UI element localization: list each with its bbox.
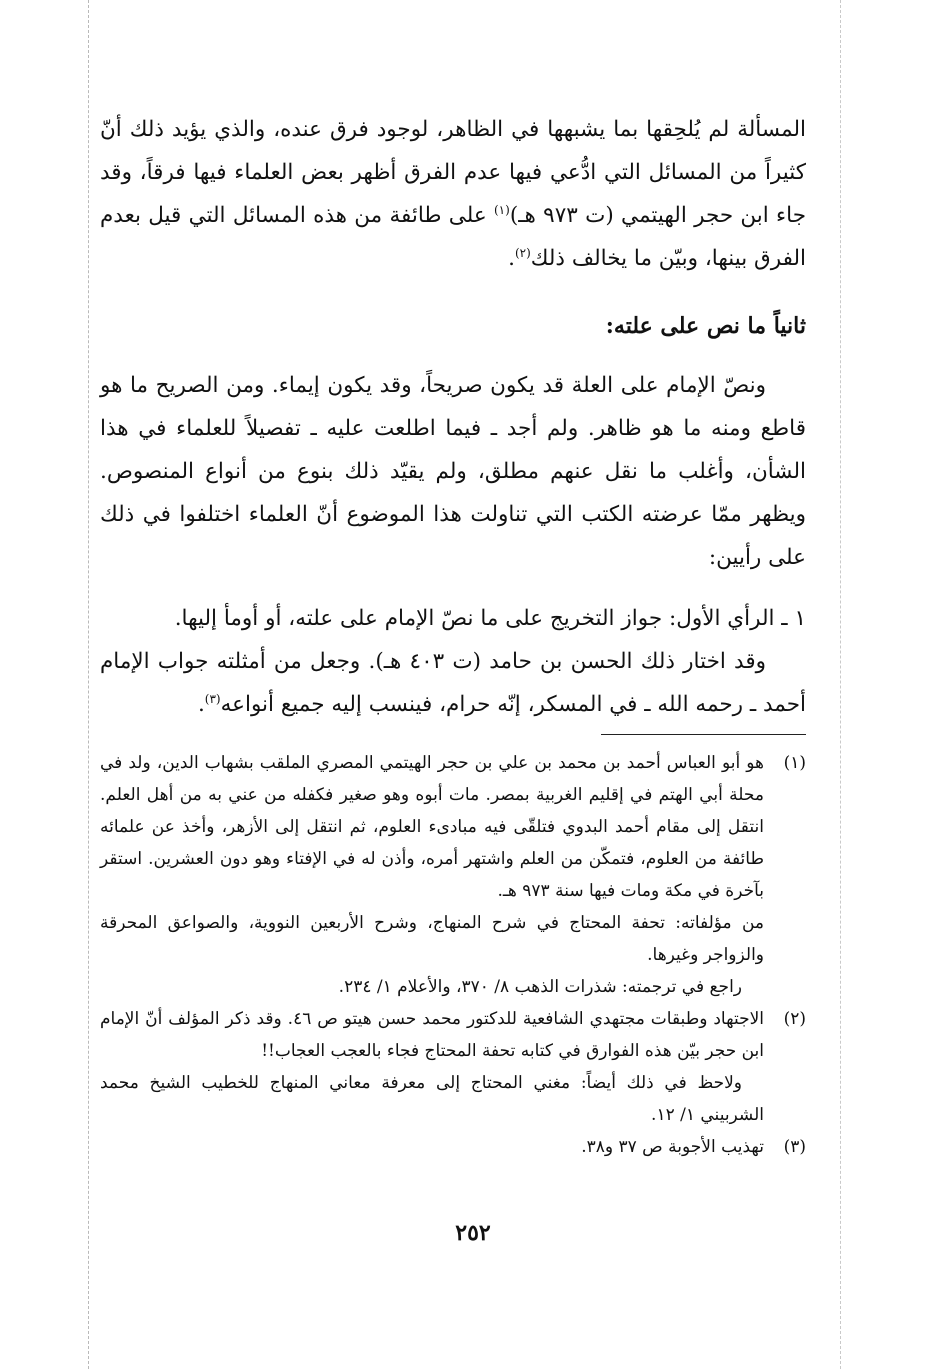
paragraph-2: ونصّ الإمام على العلة قد يكون صريحاً، وقد يكون إيماء. ومن الصريح ما هو قاطع ومنه ما هو ظاهر. ولم أجد ـ فيما اطلعت عليه ـ تفصيلاً للعلماء في هذا الشأن، وأغلب ما نقل عنهم مطلق، ولم يقيّد ذلك بنوع من أنواع المنصوص. ويظهر ممّا عرضته الكتب التي تناولت هذا الموضوع أنّ العلماء اختلفوا في ذلك على رأيين: bbox=[100, 373, 806, 570]
paragraph-1 bbox=[100, 108, 806, 280]
footnote-2-text: الاجتهاد وطبقات مجتهدي الشافعية للدكتور محمد حسن هيتو ص ٤٦. وقد ذكر المؤلف أنّ الإمام ابن حجر بيّن هذه الفوارق في كتابه تحفة المحتاج فجاء بالعجب العجاب!! bbox=[100, 1009, 764, 1061]
footnote-1-works: من مؤلفاته: تحفة المحتاج في شرح المنهاج، وشرح الأربعين النووية، والصواعق المحرقة والزواجر وغيرها. bbox=[100, 913, 764, 965]
section-heading: ثانياً ما نص على علته: bbox=[605, 313, 806, 339]
footnote-3-number: (٣) bbox=[783, 1137, 806, 1157]
footnote-2-number: (٢) bbox=[783, 1009, 806, 1029]
footnote-1 bbox=[100, 747, 806, 907]
footnote-1-sources: راجع في ترجمته: شذرات الذهب ٨/ ٣٧٠، والأعلام ١/ ٢٣٤. bbox=[338, 977, 742, 997]
footnote-1-text: هو أبو العباس أحمد بن محمد بن علي بن حجر الهيتمي المصري الملقب بشهاب الدين، ولد في محلة أبي الهتم في إقليم الغربية بمصر. مات أبوه وهو صغير فكفله من عني به من أهل العلم. انتقل إلى مقام أحمد البدوي فتلقّى فيه مبادىء العلوم، ثم انتقل إلى الأزهر، وأخذ عن علمائه طائفة من العلوم، فتمكّن من العلم واشتهر أمره، وأذن له في الإفتاء وهو دون العشرين. استقر بآخرة في مكة ومات فيها سنة ٩٧٣ هـ. bbox=[100, 753, 764, 901]
footnote-ref-3[interactable]: (٣) bbox=[204, 691, 221, 706]
footnote-ref-1[interactable]: (١) bbox=[493, 202, 510, 217]
point-1-title: ١ ـ الرأي الأول: جواز التخريج على ما نصّ الإمام على علته، أو أومأ إليها. bbox=[174, 606, 806, 631]
point-1-end: . bbox=[197, 692, 205, 717]
footnotes bbox=[100, 747, 806, 1163]
scan-edge-left bbox=[88, 0, 89, 1369]
paragraph-1-end: . bbox=[508, 246, 515, 271]
point-1-body-text: وقد اختار ذلك الحسن بن حامد (ت ٤٠٣ هـ). وجعل من أمثلته جواب الإمام أحمد ـ رحمه الله ـ في المسكر، إنّه حرام، فينسب إليه جميع أنواعه bbox=[100, 649, 806, 717]
footnote-2 bbox=[100, 1003, 806, 1067]
scan-edge-right bbox=[840, 0, 841, 1369]
footnote-3 bbox=[100, 1131, 806, 1163]
footnote-ref-2[interactable]: (٢) bbox=[514, 245, 531, 260]
point-1-body bbox=[100, 640, 806, 726]
footnote-3-text: تهذيب الأجوبة ص ٣٧ و٣٨. bbox=[581, 1137, 764, 1157]
page-body bbox=[100, 108, 806, 1163]
paragraph-1-continuation: على طائفة من هذه المسائل التي قيل بعدم الفرق بينها، وبيّن ما يخالف ذلك bbox=[100, 203, 806, 271]
footnote-separator bbox=[601, 734, 806, 735]
footnote-1-number: (١) bbox=[783, 753, 806, 773]
paragraph-1-text: المسألة لم يُلحِقها بما يشبهها في الظاهر، لوجود فرق عنده، والذي يؤيد ذلك أنّ كثيراً من المسائل التي ادُّعي فيها عدم الفرق أظهر بعض العلماء فيها فرقاً، وقد جاء ابن حجر الهيتمي (ت ٩٧٣ هـ) bbox=[100, 117, 806, 228]
point-1 bbox=[100, 597, 806, 726]
page-number: ٢٥٢ bbox=[455, 1220, 491, 1246]
footnote-2-note: ولاحظ في ذلك أيضاً: مغني المحتاج إلى معرفة معاني المنهاج للخطيب الشيخ محمد الشربيني ١/ ١٢. bbox=[100, 1073, 764, 1125]
